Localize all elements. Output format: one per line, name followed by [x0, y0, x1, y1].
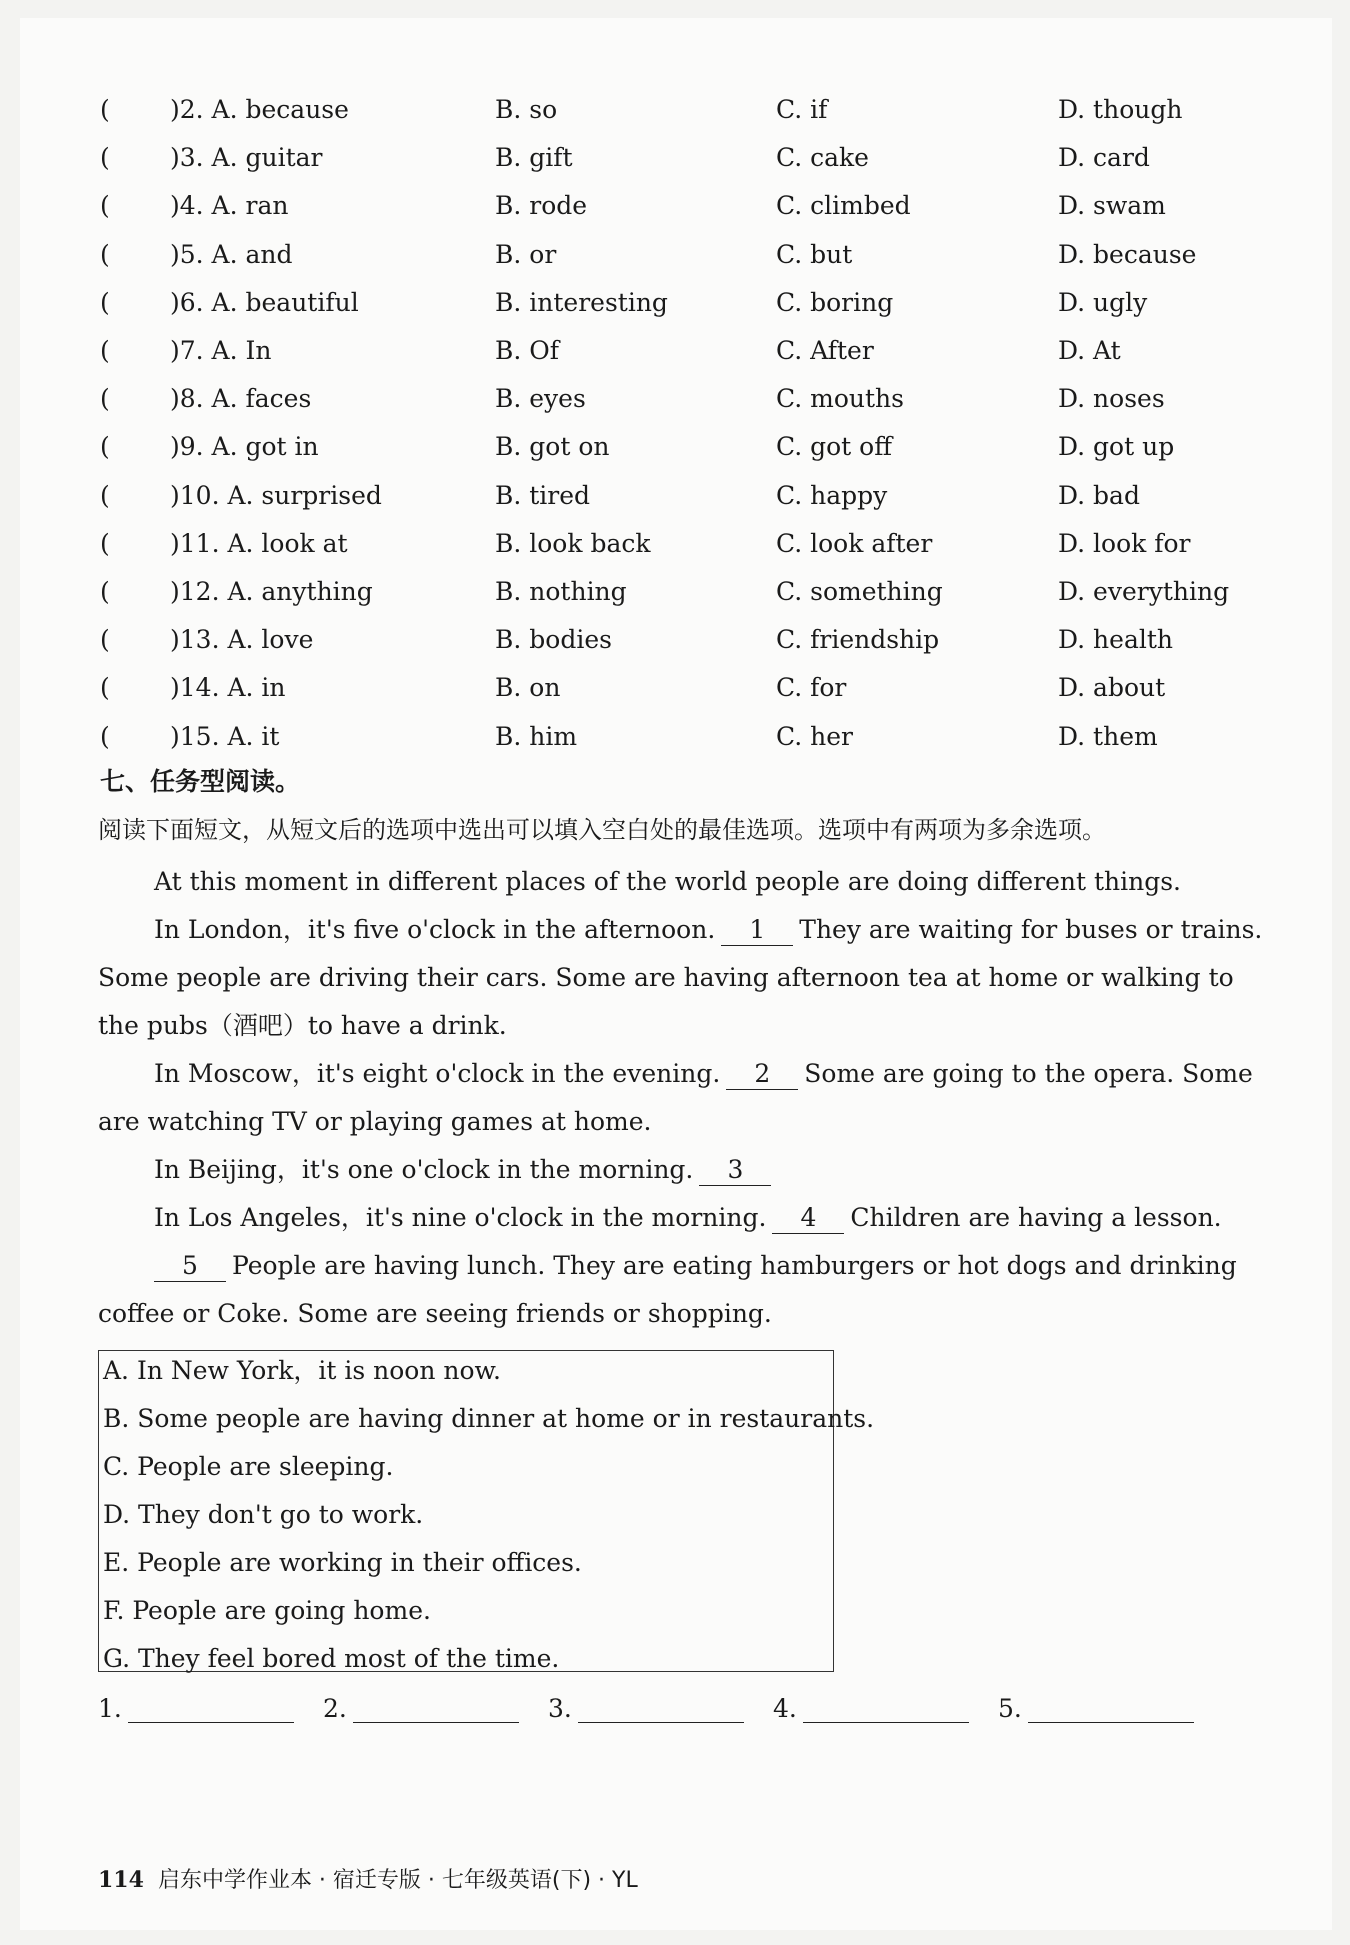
option-d[interactable]: D. about — [1058, 673, 1166, 703]
option-c[interactable]: C. cake — [776, 143, 869, 173]
answer-4[interactable]: 4. — [773, 1692, 969, 1723]
option-a[interactable]: )15. A. it — [170, 721, 280, 751]
option-c[interactable]: C. but — [776, 239, 853, 269]
option-c[interactable]: C. mouths — [776, 384, 904, 414]
blank-4[interactable]: 4 — [772, 1203, 844, 1234]
option-row — [100, 283, 1280, 323]
option-b[interactable]: B. interesting — [495, 287, 668, 317]
option-b[interactable]: B. him — [495, 721, 578, 751]
option-row — [100, 90, 1280, 130]
option-c[interactable]: C. something — [776, 577, 943, 606]
option-row — [100, 186, 1280, 226]
option-row — [100, 717, 1280, 757]
option-b[interactable]: B. or — [495, 239, 557, 269]
answer-bracket[interactable]: ( — [100, 336, 110, 365]
option-c[interactable]: C. boring — [776, 287, 894, 317]
option-a[interactable]: )9. A. got in — [170, 432, 319, 462]
passage-paragraph-5: In Los Angeles，it's nine o'clock in the morning. 4 Children are having a lesson. — [154, 1203, 1222, 1232]
option-row — [100, 572, 1280, 612]
option-d[interactable]: D. though — [1058, 95, 1183, 124]
option-row — [100, 524, 1280, 564]
option-b[interactable]: B. rode — [495, 191, 588, 221]
blank-5[interactable]: 5 — [154, 1251, 226, 1282]
answer-1[interactable]: 1. — [98, 1692, 294, 1723]
option-b[interactable]: B. Of — [495, 336, 560, 365]
page-number: 114 — [98, 1867, 144, 1893]
option-row — [100, 235, 1280, 275]
passage-paragraph-4: In Beijing，it's one o'clock in the morning. 3 — [98, 1146, 1268, 1194]
option-c[interactable]: C. After — [776, 336, 874, 365]
book-title: 启东中学作业本 · 宿迁专版 · 七年级英语(下) · YL — [157, 1868, 638, 1893]
option-row — [100, 476, 1280, 516]
choices-box — [98, 1350, 875, 1673]
option-c[interactable]: C. climbed — [776, 191, 911, 221]
option-row — [100, 668, 1280, 708]
passage-paragraph-1: At this moment in different places of the world people are doing different things. — [154, 867, 1181, 896]
option-b[interactable]: B. look back — [495, 528, 651, 558]
option-row — [100, 138, 1280, 178]
answer-line-4[interactable] — [803, 1692, 969, 1723]
answer-lines — [98, 1692, 1248, 1736]
option-b[interactable]: B. got on — [495, 432, 610, 462]
option-c[interactable]: C. if — [776, 95, 828, 124]
option-b[interactable]: B. so — [495, 95, 558, 124]
option-b[interactable]: B. on — [495, 673, 561, 703]
option-c[interactable]: C. her — [776, 721, 853, 751]
answer-line-3[interactable] — [578, 1692, 744, 1723]
option-row — [100, 331, 1280, 371]
option-d[interactable]: D. At — [1058, 336, 1121, 365]
option-a[interactable]: )2. A. because — [170, 95, 349, 124]
choice-a: A. In New York，it is noon now. — [103, 1356, 501, 1385]
choice-b: B. Some people are having dinner at home or in restaurants. — [103, 1404, 875, 1433]
blank-3[interactable]: 3 — [699, 1155, 771, 1186]
answer-bracket[interactable]: ( — [100, 673, 110, 703]
choice-f: F. People are going home. — [103, 1596, 431, 1625]
option-a[interactable]: )5. A. and — [170, 239, 293, 269]
answer-bracket[interactable]: ( — [100, 432, 110, 462]
option-d[interactable]: D. everything — [1058, 577, 1230, 606]
option-d[interactable]: D. them — [1058, 721, 1158, 751]
answer-line-1[interactable] — [128, 1692, 294, 1723]
option-a[interactable]: )6. A. beautiful — [170, 287, 359, 317]
option-c[interactable]: C. look after — [776, 528, 933, 558]
answer-bracket[interactable]: ( — [100, 95, 110, 124]
blank-1[interactable]: 1 — [721, 915, 793, 946]
answer-bracket[interactable]: ( — [100, 384, 110, 414]
passage-paragraph-6: 5 People are having lunch. They are eating hamburgers or hot dogs and drinking coffee or Coke. Some are seeing friends or shopping. — [98, 1251, 1237, 1328]
section-title: 七、任务型阅读。 — [100, 767, 301, 796]
option-a[interactable]: )12. A. anything — [170, 577, 373, 606]
option-d[interactable]: D. swam — [1058, 191, 1166, 221]
option-d[interactable]: D. bad — [1058, 480, 1140, 510]
option-a[interactable]: )4. A. ran — [170, 191, 289, 221]
answer-bracket[interactable]: ( — [100, 239, 110, 269]
option-a[interactable]: )8. A. faces — [170, 384, 312, 414]
option-row — [100, 379, 1280, 419]
answer-bracket[interactable]: ( — [100, 721, 110, 751]
option-c[interactable]: C. for — [776, 673, 847, 703]
option-a[interactable]: )3. A. guitar — [170, 143, 323, 173]
option-b[interactable]: B. bodies — [495, 625, 612, 655]
option-a[interactable]: )11. A. look at — [170, 528, 348, 558]
answer-bracket[interactable]: ( — [100, 528, 110, 558]
option-b[interactable]: B. nothing — [495, 577, 627, 606]
option-b[interactable]: B. eyes — [495, 384, 586, 414]
blank-2[interactable]: 2 — [726, 1059, 798, 1090]
option-d[interactable]: D. look for — [1058, 528, 1191, 558]
answer-line-2[interactable] — [353, 1692, 519, 1723]
option-row — [100, 427, 1280, 467]
page-footer — [98, 1862, 638, 1899]
option-c[interactable]: C. happy — [776, 480, 888, 510]
answer-bracket[interactable]: ( — [100, 480, 110, 510]
option-d[interactable]: D. noses — [1058, 384, 1165, 414]
answer-2[interactable]: 2. — [323, 1692, 519, 1723]
choice-e: E. People are working in their offices. — [103, 1548, 582, 1577]
option-c[interactable]: C. friendship — [776, 625, 940, 655]
passage-paragraph-3: In Moscow，it's eight o'clock in the evening. 2 Some are going to the opera. Some are watching TV or playing games at home. — [98, 1059, 1253, 1136]
option-d[interactable]: D. ugly — [1058, 287, 1148, 317]
passage-paragraph-2: In London，it's five o'clock in the afternoon. 1 They are waiting for buses or trains. Some people are driving their cars. Some are having afternoon tea at home or walking to the pubs（酒吧）to have a drink. — [98, 915, 1263, 1040]
answer-5[interactable]: 5. — [998, 1692, 1194, 1723]
option-d[interactable]: D. got up — [1058, 432, 1175, 462]
option-d[interactable]: D. card — [1058, 143, 1150, 173]
option-b[interactable]: B. gift — [495, 143, 573, 173]
answer-bracket[interactable]: ( — [100, 191, 110, 221]
option-c[interactable]: C. got off — [776, 432, 892, 462]
section-instructions: 阅读下面短文，从短文后的选项中选出可以填入空白处的最佳选项。选项中有两项为多余选项。 — [98, 816, 1106, 844]
answer-3[interactable]: 3. — [548, 1692, 744, 1723]
answer-bracket[interactable]: ( — [100, 625, 110, 655]
choice-d: D. They don't go to work. — [103, 1500, 424, 1529]
answer-bracket[interactable]: ( — [100, 577, 110, 606]
answer-bracket[interactable]: ( — [100, 287, 110, 317]
option-a[interactable]: )7. A. In — [170, 336, 272, 365]
option-b[interactable]: B. tired — [495, 480, 591, 510]
option-a[interactable]: )13. A. love — [170, 625, 314, 655]
option-d[interactable]: D. because — [1058, 239, 1197, 269]
choice-g: G. They feel bored most of the time. — [103, 1644, 560, 1673]
choice-c: C. People are sleeping. — [103, 1452, 394, 1481]
option-d[interactable]: D. health — [1058, 625, 1173, 655]
option-a[interactable]: )14. A. in — [170, 673, 286, 703]
option-a[interactable]: )10. A. surprised — [170, 480, 382, 510]
option-row — [100, 620, 1280, 660]
answer-line-5[interactable] — [1028, 1692, 1194, 1723]
answer-bracket[interactable]: ( — [100, 143, 110, 173]
